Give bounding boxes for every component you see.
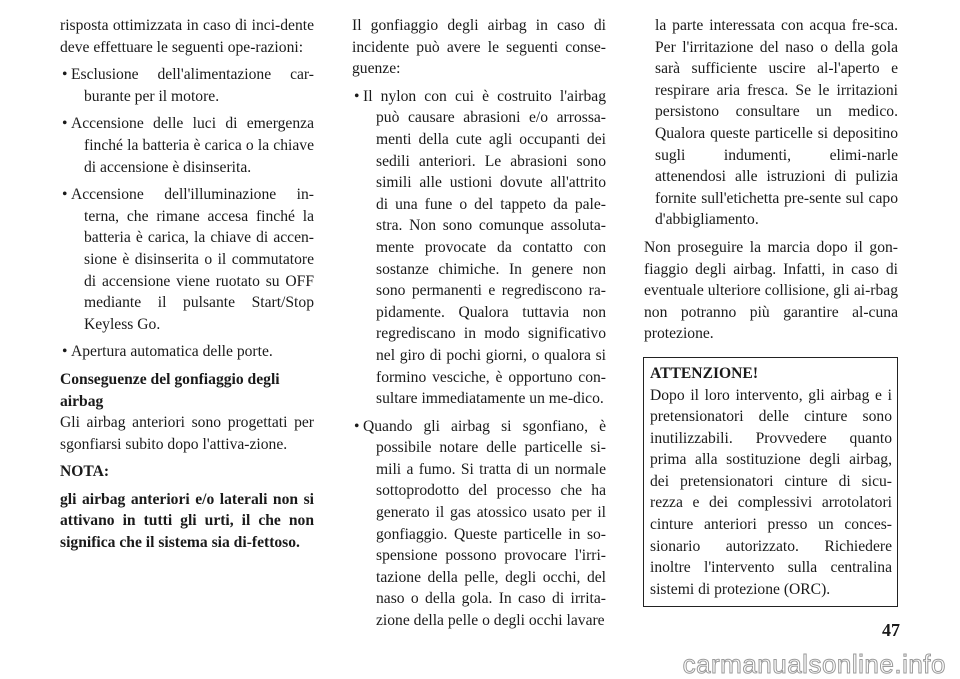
- warning-title: ATTENZIONE!: [650, 364, 759, 382]
- middle-column: [352, 15, 606, 638]
- section-heading: Conseguenze del gonfiaggio degli airbag: [60, 370, 280, 410]
- col3-paragraph: Non proseguire la marcia dopo il gon-fiaggio degli airbag. Infatti, in caso di eventuale ulteriore collisione, gli ai-rbag non potranno più garantire al-cuna protezione.: [644, 238, 898, 343]
- list-item: • Accensione delle luci di emergenza finché la batteria è carica o la chiave di accensione è disinserita.: [60, 113, 314, 178]
- col1-intro: risposta ottimizzata in caso di inci-dente deve effettuare le seguenti ope-razioni:: [60, 17, 314, 56]
- list-item: • Quando gli airbag si sgonfiano, è possibile notare delle particelle si-mili a fumo. Si tratta di un normale sottoprodotto del processo che ha generato il gas atossico usato per il gonfiaggio. Queste particelle in so-spensione possono provocare l'irri-tazione della pelle, degli occhi, del naso o della gola. In caso di irrita-zione della pelle o degli occhi lavare: [352, 416, 606, 632]
- col1-paragraph: Gli airbag anteriori sono progettati per sgonfiarsi subito dopo l'attiva-zione.: [60, 414, 314, 453]
- warning-text: Dopo il loro intervento, gli airbag e i pretensionatori delle cinture sono inutilizzabili. Provvedere quanto prima alla sostituzione degli airbag, dei pretensionatori cinture di sicu-rezza e dei complessivi arrotolatori cinture anteriori presso un conces-sionario autorizzato. Richiedere inoltre l'intervento sulla centralina sistemi di protezione (ORC).: [650, 386, 892, 598]
- right-column: [644, 15, 898, 607]
- page-number: 47: [882, 620, 900, 640]
- left-column: [60, 15, 314, 560]
- list-item: • Accensione dell'illuminazione in-terna, che rimane accesa finché la batteria è carica, la chiave di accen-sione è disinserita o il commutatore di accensione viene ruotato su OFF mediante il pulsante Start/Stop Keyless Go.: [60, 184, 314, 335]
- watermark: carmanualsonline.info: [682, 649, 946, 679]
- note-label: NOTA:: [60, 463, 110, 481]
- col2-bullet-list: [352, 86, 606, 632]
- note-text: gli airbag anteriori e/o laterali non si attivano in tutti gli urti, il che non significa che il sistema sia di-fettoso.: [60, 490, 314, 552]
- list-item: • Esclusione dell'alimentazione car-burante per il motore.: [60, 64, 314, 107]
- list-item: • Apertura automatica delle porte.: [60, 341, 314, 363]
- col2-intro: Il gonfiaggio degli airbag in caso di incidente può avere le seguenti conse-guenze:: [352, 17, 606, 78]
- col1-bullet-list: [60, 64, 314, 363]
- warning-box: [643, 357, 898, 608]
- list-item: • Il nylon con cui è costruito l'airbag può causare abrasioni e/o arrossa-menti della cute agli occupanti dei sedili anteriori. Le abrasioni sono simili alle ustioni dovute all'attrito di una fune o del tappeto da pale-stra. Non sono comunque assoluta-mente provocate da contatto con sostanze chimiche. In genere non sono permanenti e regrediscono ra-pidamente. Qualora tuttavia non regrediscano in modo significativo nel giro di pochi giorni, o qualora si formino vesciche, è opportuno con-sultare immediatamente un me-dico.: [352, 86, 606, 410]
- bullet-continuation: la parte interessata con acqua fre-sca. Per l'irritazione del naso o della gola sarà sufficiente uscire al-l'aperto e respirare aria fresca. Se le irritazioni persistono consultare un medico. Qualora queste particelle si depositino sugli indumenti, elimi-narle attenendosi alle istruzioni di pulizia fornite sull'etichetta pre-sente sul capo d'abbigliamento.: [655, 17, 898, 229]
